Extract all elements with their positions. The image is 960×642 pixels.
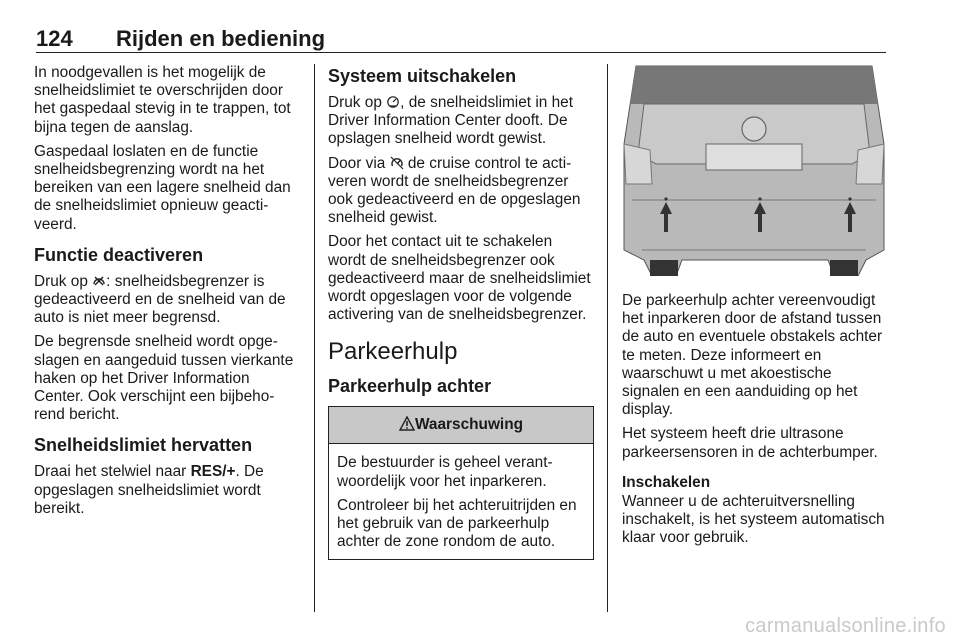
column-divider (607, 64, 608, 612)
text-fragment: . De opgeslagen snelheidslimiet wordt bereikt. (34, 463, 264, 517)
section-heading-resume: Snelheidslimiet hervatten (34, 435, 253, 456)
paragraph (34, 273, 300, 328)
paragraph: De bestuurder is geheel verantwoordelijk voor het inparkeren. (337, 454, 553, 490)
chapter-heading-parking: Parkeerhulp (328, 338, 458, 366)
text-fragment: Draai het stelwiel naar (34, 463, 187, 481)
warning-triangle-icon (399, 416, 415, 431)
warning-box (328, 406, 594, 560)
speed-limiter-off-icon (92, 274, 106, 288)
paragraph (328, 94, 594, 149)
page-title: Rijden en bediening (116, 26, 326, 51)
warning-title: Waarschuwing (414, 416, 524, 434)
paragraph: De parkeerhulp achter vereenvoudigt het inparkeren door de afstand tussen de auto en eventuele obstakels achter te meten. Deze informeert en waarschuwt u met akoestische signalen en een aanduiding op het display. (622, 292, 883, 419)
subheading-switch-on: Inschakelen (622, 473, 711, 491)
speed-limiter-icon (386, 95, 400, 109)
section-heading-deactivate: Functie deactiveren (34, 244, 204, 265)
page-number: 124 (36, 26, 73, 51)
text-fragment: : snelheidsbegrenzer is gedeactiveerd en de snelheid van de auto is niet meer begrensd. (34, 272, 286, 327)
paragraph: Gaspedaal loslaten en de functie snelheidsbegrenzing wordt na het bereiken van een lagere snelheid dan de snelheidslimiet opnieuw geactiveerd. (34, 142, 291, 233)
paragraph (34, 463, 300, 518)
column-middle (328, 64, 594, 560)
warning-body (329, 444, 593, 559)
res-plus-label: RES/+ (190, 463, 236, 481)
paragraph: In noodgevallen is het mogelijk de snelheidslimiet te overschrijden door het gaspedaal stevig in te trappen, tot bijna tegen de aanslag. (34, 64, 291, 136)
car-rear-sensor-illustration (622, 64, 886, 276)
text-fragment: Druk op (34, 272, 88, 290)
text-fragment: Door via (328, 154, 386, 172)
column-divider (314, 64, 315, 612)
column-left (34, 64, 300, 524)
paragraph: Het systeem heeft drie ultrasone parkeersensoren in de achterbumper. (622, 425, 878, 461)
page-header (36, 26, 886, 53)
paragraph: De begrensde snelheid wordt opgeslagen en aangeduid tussen vierkante haken op het Driver Information Center. Ook verschijnt een bijbehorend bericht. (34, 333, 294, 424)
paragraph (328, 155, 594, 228)
paragraph: Door het contact uit te schakelen wordt de snelheidsbegrenzer ook gedeactiveerd maar de snelheidslimiet wordt opgeslagen voor de volgende activering van de snelheidsbegrenzer. (328, 233, 591, 324)
watermark: carmanualsonline.info (745, 615, 946, 637)
paragraph: Controleer bij het achteruitrijden en het gebruik van de parkeerhulp achter de zone rondom de auto. (337, 496, 577, 551)
warning-header (329, 407, 593, 444)
section-heading-switch-off: Systeem uitschakelen (328, 66, 517, 86)
column-right (622, 64, 888, 554)
text-fragment: de cruise control te activeren wordt de snelheidsbegrenzer ook gedeactiveerd en de opgeslagen snelheid gewist. (328, 154, 581, 227)
cruise-control-icon (390, 156, 404, 170)
section-heading-parking-rear: Parkeerhulp achter (328, 376, 492, 397)
text-fragment: , de snelheidslimiet in het Driver Information Center dooft. De opslagen snelheid wordt gewist. (328, 94, 573, 148)
text-fragment: Druk op (328, 94, 382, 111)
paragraph: Wanneer u de achteruitversnelling inschakelt, is het systeem automatisch klaar voor gebruik. (622, 493, 885, 547)
